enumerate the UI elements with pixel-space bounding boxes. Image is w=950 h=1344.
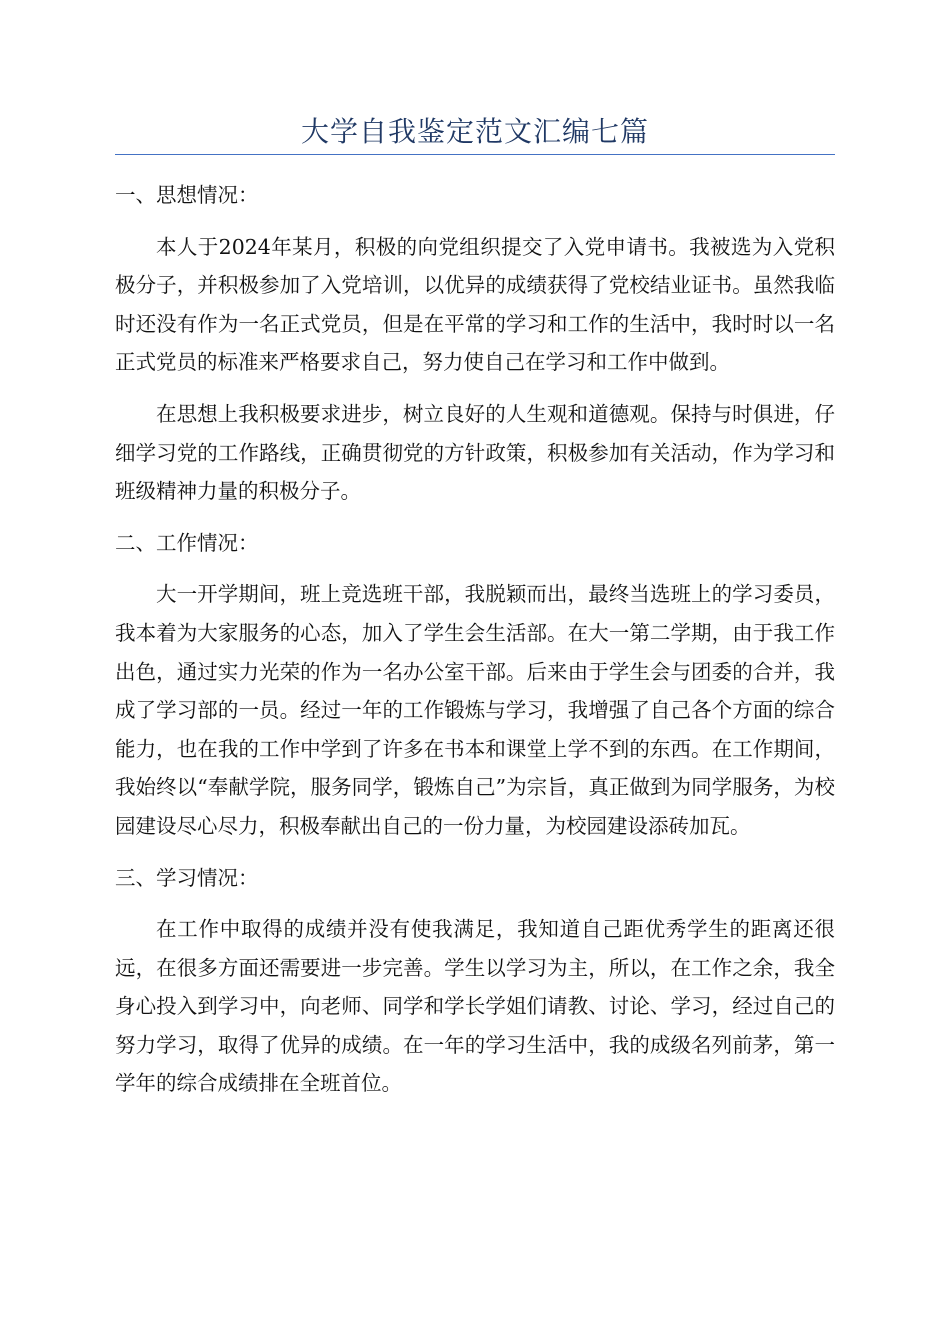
document-title: 大学自我鉴定范文汇编七篇 [300, 115, 649, 148]
paragraph: 在思想上我积极要求进步，树立良好的人生观和道德观。保持与时俱进，仔细学习党的工作路线，正确贯彻党的方针政策，积极参加有关活动，作为学习和班级精神力量的积极分子。 [115, 401, 835, 504]
document-body [115, 176, 835, 1116]
section-heading-thought: 一、思想情况： [115, 183, 259, 207]
section-heading-work: 二、工作情况： [115, 530, 259, 555]
paragraph: 在工作中取得的成绩并没有使我满足，我知道自己距优秀学生的距离还很远，在很多方面还需要进一步完善。学生以学习为主，所以，在工作之余，我全身心投入到学习中，向老师、同学和学长学姐们请教、讨论、学习，经过自己的努力学习，取得了优异的成绩。在一年的学习生活中，我的成级名列前茅，第一学年的综合成绩排在全班首位。 [115, 917, 835, 1096]
section-heading-study: 三、学习情况： [115, 865, 259, 890]
title-underline [115, 154, 835, 155]
paragraph: 本人于2024年某月，积极的向党组织提交了入党申请书。我被选为入党积极分子，并积极参加了入党培训，以优异的成绩获得了党校结业证书。虽然我临时还没有作为一名正式党员，但是在平常的学习和工作的生活中，我时时以一名正式党员的标准来严格要求自己，努力使自己在学习和工作中做到。 [115, 234, 835, 375]
paragraph: 大一开学期间，班上竞选班干部，我脱颖而出，最终当选班上的学习委员，我本着为大家服务的心态，加入了学生会生活部。在大一第二学期，由于我工作出色，通过实力光荣的作为一名办公室干部。后来由于学生会与团委的合并，我成了学习部的一员。经过一年的工作锻炼与学习，我增强了自己各个方面的综合能力，也在我的工作中学到了许多在书本和课堂上学不到的东西。在工作期间，我始终以“奉献学院，服务同学，锻炼自己”为宗旨，真正做到为同学服务，为校园建设尽心尽力，积极奉献出自己的一份力量，为校园建设添砖加瓦。 [115, 582, 835, 838]
